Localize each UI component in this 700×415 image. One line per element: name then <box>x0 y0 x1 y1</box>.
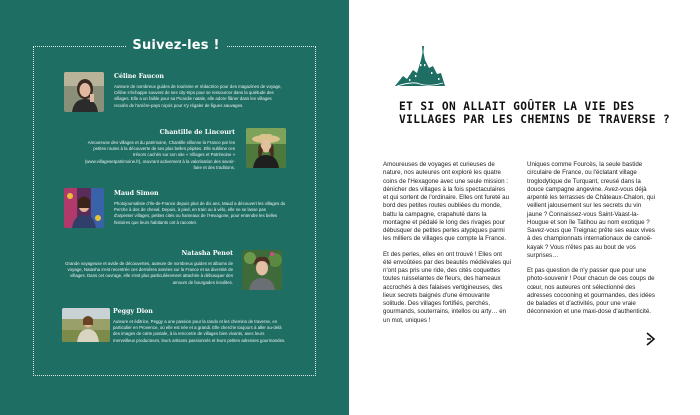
author-photo-natasha <box>242 250 282 290</box>
author-text: Grande voyageuse et avide de découvertes, auteure de nombreux guides et albums de voyage, Natasha s'est recentrée ces dernières années sur la France et sa diversité de villages. Dans cet ouvrage, elle s'est plus particulièrement attachée à débusquer des amours de bourgades insolites. <box>65 261 233 285</box>
author-name: Maud Simon <box>114 190 159 197</box>
author-photo-peggy <box>62 308 110 342</box>
author-photo-chantille <box>246 128 286 168</box>
authors-page <box>0 0 349 415</box>
author-text: Auteure de nombreux guides de tourisme et rédactrice pour des magazines de voyage, Céline s'échappe souvent de ses city-trips pour se ressourcer dans la quiétude des villages. Elle a un faible pour sa Picardie natale, elle adore flâner dans les villages reculés de l'arrière-pays niçois pour s'y régaler de figues sauvages. <box>114 84 282 108</box>
village-logo-icon <box>393 46 447 88</box>
page-headline: ET SI ON ALLAIT GOÛTER LA VIE DES VILLAGES PAR LES CHEMINS DE TRAVERSE ? <box>399 100 671 126</box>
author-name: Céline Faucon <box>114 73 164 80</box>
intro-page <box>349 0 700 415</box>
section-title <box>126 36 226 56</box>
intro-column-right <box>527 161 655 324</box>
page-turn-arrow-icon <box>646 332 656 346</box>
intro-column-left <box>383 161 511 332</box>
author-text: Photojournaliste d'Ile-de-France depuis plus de dix ans, Maud a découvert les villages du Perche à dos de cheval. Depuis, à pied, en train ou à vélo, elle ne se lasse pas d'arpenter villages, petites cités ou hameaux de l'Hexagone, pour entendre les belles histoires que leurs habitants ont à raconter. <box>114 201 286 225</box>
author-text: Amoureuse des villages et du patrimoine, Chantille sillonne la France par les petites routes à la découverte de ses plus belles pépites. Elle sublime ces trésors cachés sur son site « Villages et Patrimoine » (www.villagesetpatrimoine.fr), œuvrant activement à la valorisation des savoir-faire et des traditions. <box>84 140 235 170</box>
author-text: Auteure et éditrice, Peggy a une passion pour la rando et les chemins de traverse, en particulier en Provence, où elle est née et a grandi. Elle cherche toujours à aller au-delà des images de carte postale, à la rencontre de villages bien vivants, avec leurs merveilleux producteurs, leurs artisans passionnés et leurs petites adresses gourmandes. <box>113 319 286 343</box>
paragraph: Et des perles, elles en ont trouvé ! Elles ont été envoûtées par des beautés médiévales qui n'ont pas pris une ride, des cités coquettes toutes ruisselantes de fleurs, des hameaux accrochés à des falaises vertigineuses, des lieux secrets baignés d'une émouvante solitude. Des villages fortifiés, perchés, gourmands, souterrains, intellos ou arty… en un mot, uniques ! <box>383 250 511 324</box>
paragraph: Uniques comme Fourcès, la seule bastide circulaire de France, ou l'éclatant village troglodytique de Turquant, creusé dans la douce campagne angevine. Avez-vous déjà arpenté les terrasses de Châteaux-Chalon, qui veillent jalousement sur les secrets du vin jaune ? Connaissez-vous Saint-Vaast-la-Hougue et son île Tatihou au nom exotique ? Savez-vous que Treignac prête ses eaux vives à des championnats internationaux de canoë-kayak ? Vous n'êtes pas au bout de vos surprises… <box>527 161 655 259</box>
author-photo-maud <box>64 188 104 228</box>
author-bio-maud <box>114 190 286 226</box>
author-bio-chantille <box>82 129 235 171</box>
author-photo-celine <box>64 72 104 112</box>
author-name: Chantille de Lincourt <box>159 129 235 136</box>
author-bio-peggy <box>113 308 287 344</box>
author-name: Peggy Dion <box>113 308 153 315</box>
author-bio-natasha <box>57 250 233 286</box>
section-title-text: Suivez-les ! <box>132 38 220 53</box>
paragraph: Et pas question de n'y passer que pour une photo-souvenir ! Pour chacun de ces coups de cœur, nos auteures ont sélectionné des adresses cocooning et gourmandes, des idées de balades et d'activités, pour une vraie déconnexion et une maxi-dose d'authenticité. <box>527 267 655 316</box>
author-name: Natasha Penot <box>181 250 233 257</box>
paragraph: Amoureuses de voyages et curieuses de nature, nos auteures ont exploré les quatre coins de l'Hexagone avec une seule mission : dénicher des villages à la fois spectaculaires et qui sortent de l'ordinaire. Elles ont fureté au bord des petites routes oubliées du monde, battu la campagne, crapahuté dans la montagne et pédalé le long des rivages pour débusquer de petites perles atypiques parmi les milliers de villages que compte la France. <box>383 161 510 243</box>
author-bio-celine <box>114 73 284 109</box>
